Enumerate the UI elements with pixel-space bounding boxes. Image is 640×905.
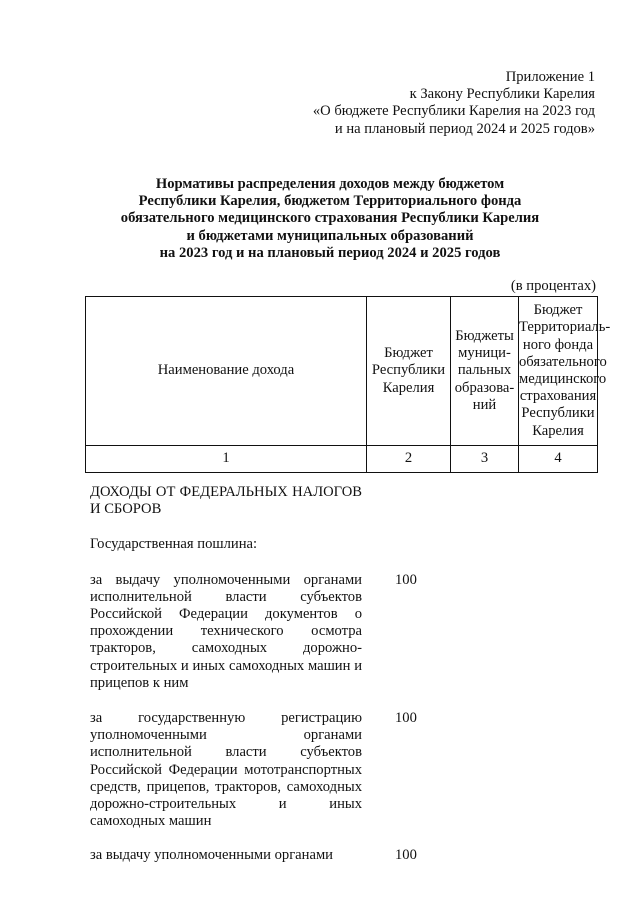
column-header-municipal-budgets [451, 297, 519, 446]
title-line: на 2023 год и на плановый период 2024 и 2025 годов [159, 244, 501, 261]
header-line: ний [472, 396, 497, 413]
header-line: Бюджеты [455, 327, 514, 344]
header-line: Республики [371, 362, 446, 379]
income-name: Государственная пошлина: [90, 536, 258, 553]
table-row [90, 710, 417, 830]
appendix-line: к Закону Республики Карелия [409, 86, 595, 103]
header-line: медицинского [519, 371, 607, 387]
column-header-republic-budget [367, 297, 451, 446]
income-name: ДОХОДЫ ОТ ФЕДЕРАЛЬНЫХ НАЛОГОВ И СБОРОВ [90, 484, 362, 518]
header-line: муници- [458, 345, 511, 362]
header-line: Карелия [382, 379, 435, 396]
republic-budget-value: 100 [395, 571, 417, 588]
table-header-row [86, 297, 598, 446]
table-row [90, 571, 417, 692]
units-note: (в процентах) [510, 278, 596, 294]
income-name: за выдачу уполномоченными органами исполнительной власти субъектов Российской Федерации документов о прохождении технического осмотра тракторов, самоходных дорожно-строительных и иных самоходных машин и прицепов к ним [90, 571, 362, 691]
column-number: 4 [519, 446, 598, 473]
table-row [90, 847, 417, 864]
appendix-line: и на плановый период 2024 и 2025 годов» [334, 120, 595, 137]
column-header-income-name [86, 297, 367, 446]
republic-budget-value: 100 [395, 847, 417, 864]
header-line: Бюджет [384, 345, 433, 362]
title-line: Республики Карелия, бюджетом Территориального фонда [138, 193, 522, 210]
distribution-table [85, 296, 611, 473]
column-number: 2 [367, 446, 451, 473]
section-heading-row [90, 484, 390, 518]
header-line: Бюджет [533, 302, 583, 319]
header-line: страхования [519, 388, 597, 405]
document-title [80, 176, 580, 262]
header-line: обязательного [519, 353, 607, 370]
header-line: Карелия [532, 422, 584, 439]
appendix-line: Приложение 1 [505, 69, 595, 85]
header-line: Территориаль- [519, 319, 611, 336]
table-body [90, 484, 417, 865]
header-line: Наименование дохода [157, 362, 295, 379]
income-name: за выдачу уполномоченными органами [90, 847, 333, 864]
header-line: ного фонда [522, 336, 594, 353]
title-line: Нормативы распределения доходов между бюджетом [155, 176, 505, 192]
appendix-line: «О бюджете Республики Карелия на 2023 год [312, 103, 595, 120]
column-number: 3 [451, 446, 519, 473]
header-line: Республики [521, 405, 595, 422]
column-number: 1 [86, 446, 367, 473]
header-line: пальных [457, 362, 512, 379]
title-line: обязательного медицинского страхования Республики Карелия [120, 210, 540, 227]
title-line: и бюджетами муниципальных образований [186, 227, 474, 244]
header-line: образова- [454, 379, 515, 396]
republic-budget-value: 100 [395, 710, 417, 727]
subsection-heading-row [90, 536, 390, 553]
appendix-header [255, 69, 595, 138]
column-header-insurance-fund-budget [519, 297, 611, 446]
column-number-row [86, 446, 598, 473]
income-name: за государственную регистрацию уполномоченными органами исполнительной власти субъектов Российской Федерации мототранспортных средств, прицепов, тракторов, самоходных дорожно-строительных и иных самоходных машин [90, 710, 362, 830]
